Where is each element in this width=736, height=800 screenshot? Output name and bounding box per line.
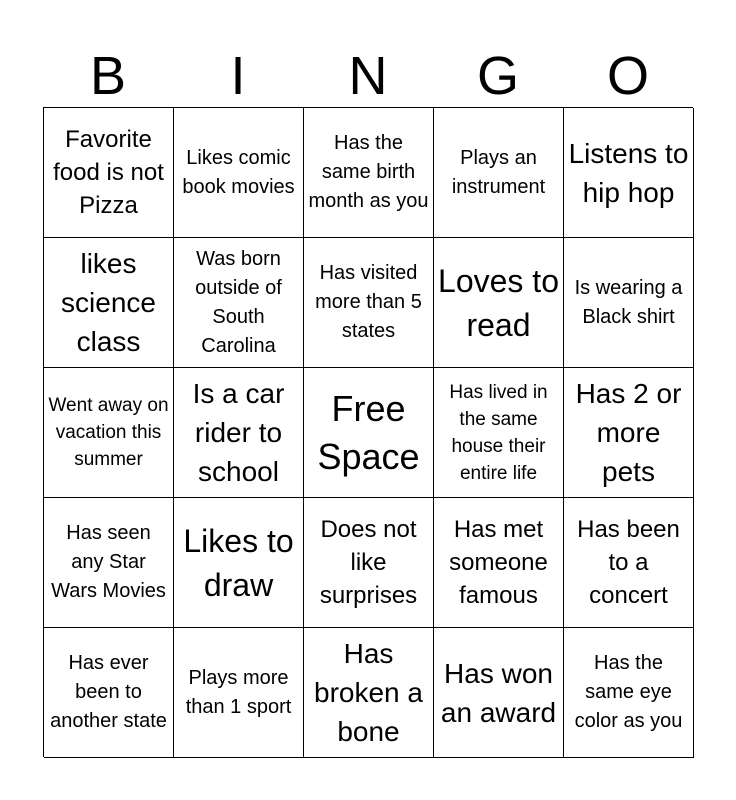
- bingo-cell-text: Has the same birth month as you: [308, 132, 429, 212]
- bingo-cell[interactable]: [564, 238, 694, 368]
- bingo-cell-text: Loves to read: [438, 262, 559, 343]
- bingo-cell[interactable]: [564, 368, 694, 498]
- bingo-cell-text: Plays more than 1 sport: [185, 666, 292, 718]
- bingo-cell-text: Was born outside of South Carolina: [195, 247, 282, 357]
- bingo-cell-text: Went away on vacation this summer: [48, 395, 169, 470]
- bingo-cell-text: Has the same eye color as you: [574, 652, 683, 732]
- bingo-cell[interactable]: [434, 238, 564, 368]
- free-space-cell[interactable]: [304, 368, 434, 498]
- header-letter-n: N: [348, 46, 388, 106]
- bingo-cell[interactable]: [304, 108, 434, 238]
- bingo-cell-text: Has lived in the same house their entire life: [449, 381, 548, 484]
- bingo-cell-text: Has been to a concert: [577, 516, 680, 609]
- bingo-cell[interactable]: [434, 498, 564, 628]
- bingo-cell-text: Has 2 or more pets: [575, 378, 682, 487]
- bingo-cell-text: Has won an award: [440, 657, 557, 728]
- bingo-header: [43, 44, 693, 108]
- bingo-cell-text: Is wearing a Black shirt: [574, 276, 683, 328]
- header-letter-b: B: [89, 46, 127, 106]
- bingo-cell[interactable]: [174, 498, 304, 628]
- bingo-cell[interactable]: [304, 498, 434, 628]
- bingo-cell-text: Has met someone famous: [449, 516, 548, 609]
- bingo-cell-text: Has ever been to another state: [50, 652, 167, 732]
- bingo-cell[interactable]: [564, 628, 694, 758]
- bingo-cell[interactable]: [44, 498, 174, 628]
- bingo-cell[interactable]: [304, 238, 434, 368]
- bingo-card-grid: [43, 107, 693, 757]
- bingo-cell[interactable]: [44, 628, 174, 758]
- header-letter-o: O: [606, 46, 649, 106]
- bingo-cell-text: Free Space: [317, 387, 420, 477]
- bingo-cell-text: Does not like surprises: [319, 516, 418, 609]
- bingo-cell-text: likes science class: [61, 248, 156, 357]
- bingo-cell-text: Has broken a bone: [314, 638, 423, 747]
- bingo-cell-text: Likes to draw: [183, 522, 294, 603]
- bingo-cell-text: Has visited more than 5 states: [315, 262, 422, 342]
- bingo-cell[interactable]: [304, 628, 434, 758]
- bingo-cell-text: Likes comic book movies: [182, 146, 295, 198]
- bingo-cell[interactable]: [434, 628, 564, 758]
- bingo-cell[interactable]: [174, 628, 304, 758]
- bingo-cell-text: Is a car rider to school: [192, 378, 285, 487]
- bingo-cell-text: Has seen any Star Wars Movies: [51, 522, 166, 602]
- bingo-cell[interactable]: [174, 238, 304, 368]
- bingo-cell-text: Listens to hip hop: [568, 137, 689, 208]
- bingo-cell[interactable]: [44, 368, 174, 498]
- bingo-cell[interactable]: [564, 108, 694, 238]
- bingo-cell[interactable]: [434, 108, 564, 238]
- header-letter-g: G: [476, 46, 519, 106]
- bingo-cell[interactable]: [44, 238, 174, 368]
- bingo-cell[interactable]: [434, 368, 564, 498]
- bingo-cell[interactable]: [174, 368, 304, 498]
- header-letter-i: I: [230, 46, 246, 106]
- bingo-cell[interactable]: [174, 108, 304, 238]
- bingo-cell-text: Favorite food is not Pizza: [53, 126, 164, 219]
- bingo-cell-text: Plays an instrument: [451, 146, 546, 198]
- bingo-cell[interactable]: [44, 108, 174, 238]
- bingo-cell[interactable]: [564, 498, 694, 628]
